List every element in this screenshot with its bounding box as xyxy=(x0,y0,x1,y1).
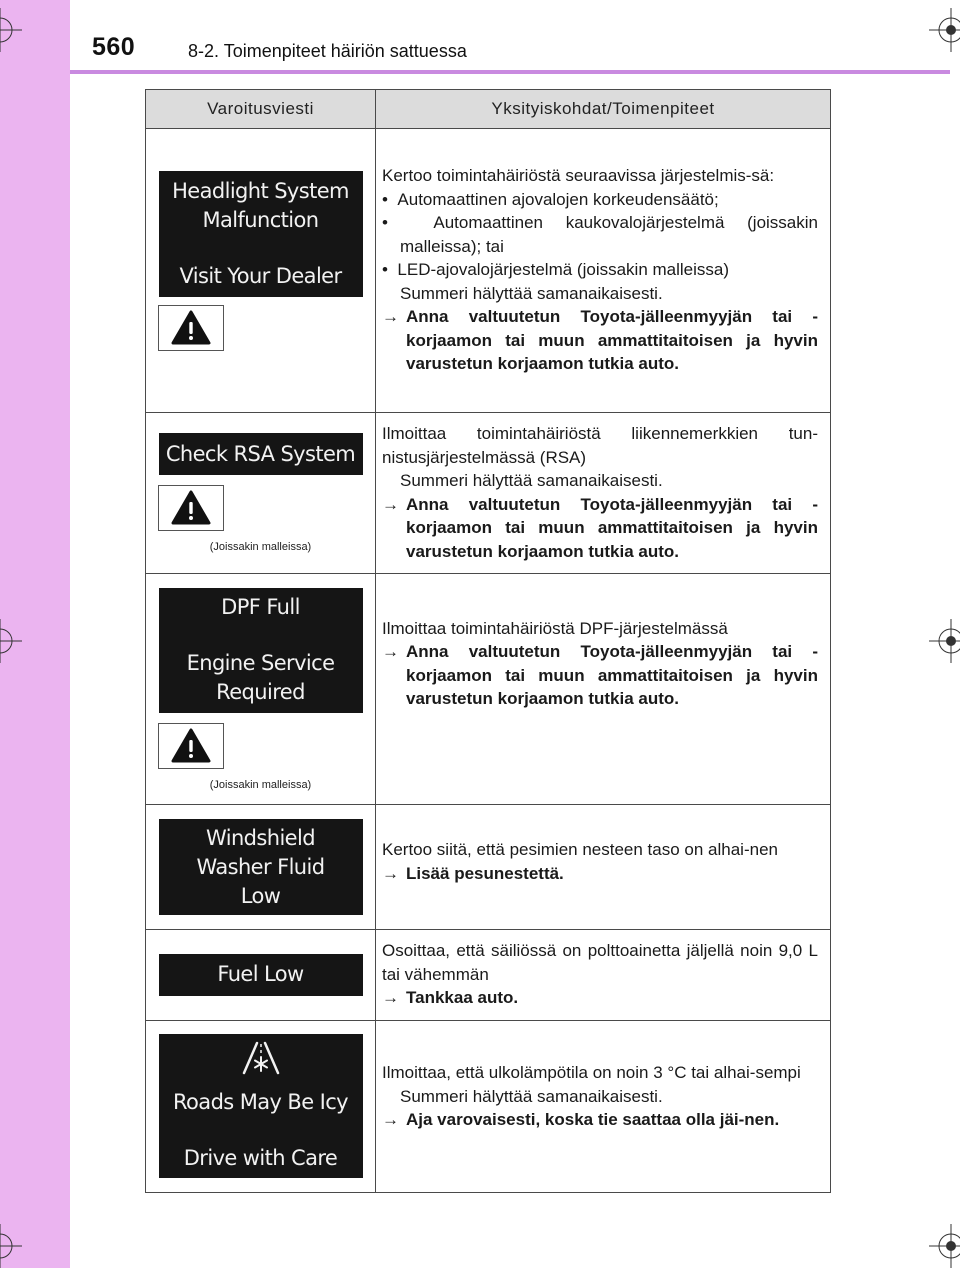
registration-mark-icon xyxy=(929,619,960,663)
action-text: → Anna valtuutetun Toyota-jälleenmyyjän tai -korjaamon tai muun ammattitaitoisen ja hyvin varustetun korjaamon tutkia auto. xyxy=(382,642,818,708)
display-line: Engine Service xyxy=(186,651,335,675)
message-cell xyxy=(146,930,376,1021)
details-text: Kertoo toimintahäiriöstä seuraavissa järjestelmis-sä: xyxy=(382,166,775,186)
registration-mark-icon xyxy=(929,1224,960,1268)
ice-road-icon xyxy=(239,1040,283,1076)
details-text: Osoittaa, että säiliössä on polttoainetta jäljellä noin 9,0 L tai vähemmän xyxy=(382,941,818,984)
details-text: Ilmoittaa, että ulkolämpötila on noin 3 °C tai alhai-sempi xyxy=(382,1063,801,1083)
display-line: Fuel Low xyxy=(217,962,304,987)
registration-mark-icon xyxy=(0,1224,22,1268)
warning-indicator xyxy=(158,723,224,769)
display-line: Washer Fluid xyxy=(196,854,325,879)
bullet-item: • LED-ajovalojärjestelmä (joissakin malleissa) xyxy=(382,260,730,280)
display-line: Roads May Be Icy xyxy=(173,1089,348,1114)
display-line: Check RSA System xyxy=(165,441,356,466)
bullet-item: • Automaattinen kaukovalojärjestelmä (joissakin malleissa); tai xyxy=(382,213,818,256)
buzzer-text: Summeri hälyttää samanaikaisesti. xyxy=(400,471,663,490)
buzzer-text: Summeri hälyttää samanaikaisesti. xyxy=(400,1086,663,1106)
message-display-rsa xyxy=(159,433,363,475)
action-text: → Anna valtuutetun Toyota-jälleenmyyjän tai -korjaamon tai muun ammattitaitoisen ja hyvin varustetun korjaamon tutkia auto. xyxy=(382,307,818,374)
table-row xyxy=(146,930,831,1021)
display-line: Visit Your Dealer xyxy=(179,263,342,288)
table-row xyxy=(146,413,831,574)
message-display-washer xyxy=(159,819,363,915)
details-text: Kertoo siitä, että pesimien nesteen taso on alhai-nen xyxy=(382,840,778,859)
message-display-icy-roads xyxy=(159,1034,363,1178)
warning-triangle-icon xyxy=(171,490,211,526)
table-row xyxy=(146,574,831,805)
registration-mark-icon xyxy=(0,619,22,663)
display-line: Windshield xyxy=(206,825,315,850)
details-cell xyxy=(376,805,831,930)
warning-indicator xyxy=(158,305,224,351)
message-display-fuel xyxy=(159,954,363,996)
details-text: Ilmoittaa toimintahäiriöstä DPF-järjestelmässä xyxy=(382,618,728,638)
page-number: 560 xyxy=(92,33,136,61)
table-header-row xyxy=(146,90,831,129)
details-cell xyxy=(376,413,831,574)
warning-message-table xyxy=(145,89,831,1193)
registration-mark-icon xyxy=(929,8,960,52)
buzzer-text: Summeri hälyttää samanaikaisesti. xyxy=(400,283,663,303)
message-cell xyxy=(146,129,376,413)
table-row xyxy=(146,1020,831,1192)
warning-triangle-icon xyxy=(171,728,211,764)
details-cell xyxy=(376,129,831,413)
warning-indicator xyxy=(158,485,224,531)
table-row xyxy=(146,129,831,413)
registration-mark-icon xyxy=(0,8,22,52)
section-title: 8-2. Toimenpiteet häiriön sattuessa xyxy=(188,41,467,61)
model-note: (Joissakin malleissa) xyxy=(209,541,312,553)
column-header-details: Yksityiskohdat/Toimenpiteet xyxy=(376,90,831,129)
message-cell xyxy=(146,1020,376,1192)
details-cell xyxy=(376,930,831,1021)
display-line: Required xyxy=(216,680,305,704)
message-display-headlight xyxy=(159,171,363,297)
message-cell xyxy=(146,574,376,805)
warning-triangle-icon xyxy=(171,310,211,346)
action-text: → Aja varovaisesti, koska tie saattaa olla jäi-nen. xyxy=(382,1110,780,1130)
action-text: → Anna valtuutetun Toyota-jälleenmyyjän tai -korjaamon tai muun ammattitaitoisen ja hyvin varustetun korjaamon tutkia auto. xyxy=(382,494,818,561)
model-note: (Joissakin malleissa) xyxy=(209,778,312,791)
message-cell xyxy=(146,413,376,574)
bullet-item: • Automaattinen ajovalojen korkeudensäätö; xyxy=(382,189,719,209)
message-cell xyxy=(146,805,376,930)
display-line: DPF Full xyxy=(221,595,300,619)
details-text: Ilmoittaa toimintahäiriöstä liikennemerkkien tun-nistusjärjestelmässä (RSA) xyxy=(382,424,818,467)
table-row xyxy=(146,805,831,930)
action-text: → Tankkaa auto. xyxy=(382,988,519,1007)
details-cell xyxy=(376,1020,831,1192)
details-cell xyxy=(376,574,831,805)
column-header-message: Varoitusviesti xyxy=(146,90,376,129)
display-line: Low xyxy=(240,883,281,908)
message-display-dpf xyxy=(159,588,363,713)
display-line: Headlight System xyxy=(172,178,349,203)
display-line: Malfunction xyxy=(202,207,319,232)
display-line: Drive with Care xyxy=(183,1145,338,1170)
header-rule xyxy=(70,70,950,74)
action-text: → Lisää pesunestettä. xyxy=(382,863,564,883)
